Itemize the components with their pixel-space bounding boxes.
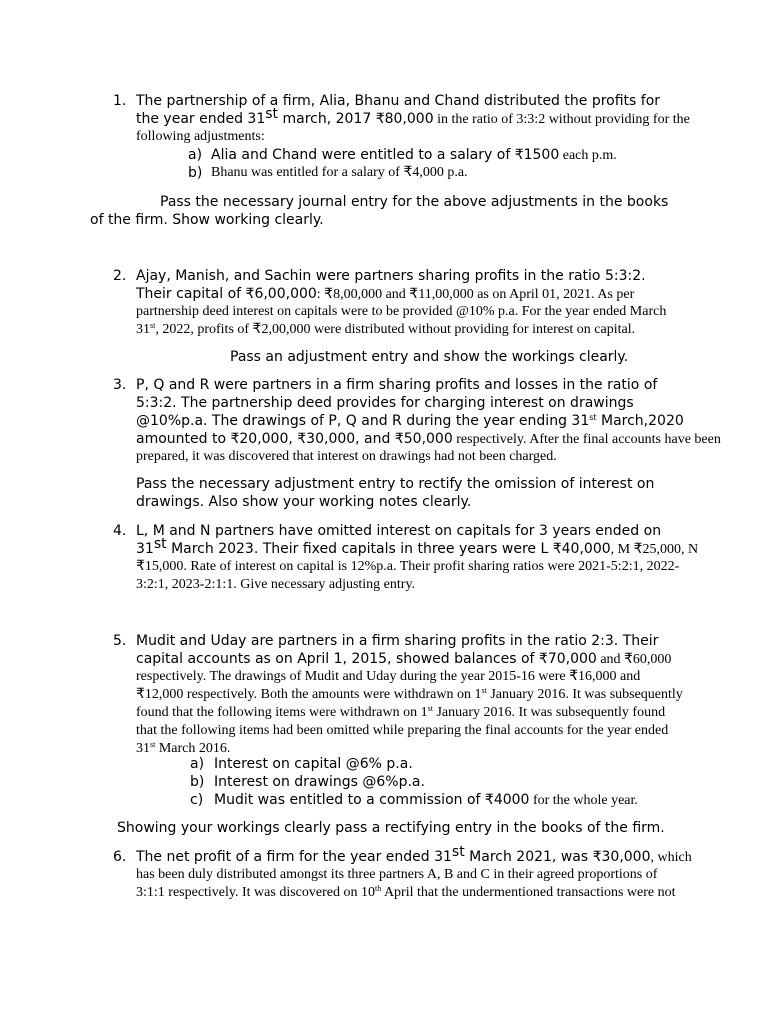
- q3-number: 3.: [113, 377, 127, 393]
- q5-b-text: Interest on drawings @6%p.a.: [214, 774, 425, 790]
- q1-b-text: Bhanu was entitled for a salary of ₹4,000 p.a.: [211, 165, 468, 180]
- q5-a-label: a): [190, 756, 205, 772]
- q6-number: 6.: [113, 849, 127, 865]
- q2-number: 2.: [113, 268, 127, 284]
- q1-number: 1.: [113, 93, 127, 109]
- q2-instruction: Pass an adjustment entry and show the workings clearly.: [230, 349, 629, 365]
- q6-body: The net profit of a firm for the year ended 31st March 2021, was ₹30,000, which has been duly distributed amongst its three partners A, B and C in their agreed proportions of 3:1:1 respectively. It was discovered on 10th April that the undermentioned transactions were not: [136, 844, 692, 900]
- q5-b-label: b): [190, 774, 205, 790]
- q1-instruction-1: Pass the necessary journal entry for the above adjustments in the books: [160, 194, 669, 210]
- q1-instruction-2: of the firm. Show working clearly.: [90, 212, 324, 228]
- q1-a-text: Alia and Chand were entitled to a salary of ₹1500 each p.m.: [211, 147, 617, 163]
- q5-number: 5.: [113, 633, 127, 649]
- q3-instruction: Pass the necessary adjustment entry to rectify the omission of interest on drawings. Also show your working notes clearly.: [136, 476, 655, 510]
- q1-b-label: b): [188, 165, 203, 181]
- q1-a-label: a): [188, 147, 203, 163]
- q5-body: Mudit and Uday are partners in a firm sharing profits in the ratio 2:3. Their capital accounts as on April 1, 2015, showed balances of ₹70,000 and ₹60,000 respectively. The drawings of Mudit and Uday during the year 2015-16 were ₹16,000 and ₹12,000 respectively. Both the amounts were withdrawn on 1st January 2016. It was subsequently found that the following items were withdrawn on 1st January 2016. It was subsequently found that the following items had been omitted while preparing the final accounts for the year ended 31st March 2016.: [136, 633, 683, 756]
- q4-body: L, M and N partners have omitted interest on capitals for 3 years ended on 31st March 2023. Their fixed capitals in three years were L ₹40,000, M ₹25,000, N ₹15,000. Rate of interest on capital is 12%p.a. Their profit sharing ratios were 2021-5:2:1, 2022- 3:2:1, 2023-2:1:1. Give necessary adjusting entry.: [136, 523, 699, 592]
- q5-a-text: Interest on capital @6% p.a.: [214, 756, 413, 772]
- q5-c-label: c): [190, 792, 204, 808]
- q1-body: The partnership of a firm, Alia, Bhanu and Chand distributed the profits for the year ended 31st march, 2017 ₹80,000 in the ratio of 3:3:2 without providing for the following adjustments:: [136, 93, 690, 144]
- q5-c-text: Mudit was entitled to a commission of ₹4000 for the whole year.: [214, 792, 638, 808]
- q3-body: P, Q and R were partners in a firm sharing profits and losses in the ratio of 5:3:2. The partnership deed provides for charging interest on drawings @10%p.a. The drawings of P, Q and R during the year ending 31st March,2020 amounted to ₹20,000, ₹30,000, and ₹50,000 respectively. After the final accounts have been prepared, it was discovered that interest on drawings had not been charged.: [136, 377, 721, 464]
- q2-body: Ajay, Manish, and Sachin were partners sharing profits in the ratio 5:3:2. Their capital of ₹6,00,000: ₹8,00,000 and ₹11,00,000 as on April 01, 2021. As per partnership deed interest on capitals were to be provided @10% p.a. For the year ended March 31st, 2022, profits of ₹2,00,000 were distributed without providing for interest on capital.: [136, 268, 667, 337]
- q4-number: 4.: [113, 523, 127, 539]
- q5-instruction: Showing your workings clearly pass a rectifying entry in the books of the firm.: [117, 820, 665, 836]
